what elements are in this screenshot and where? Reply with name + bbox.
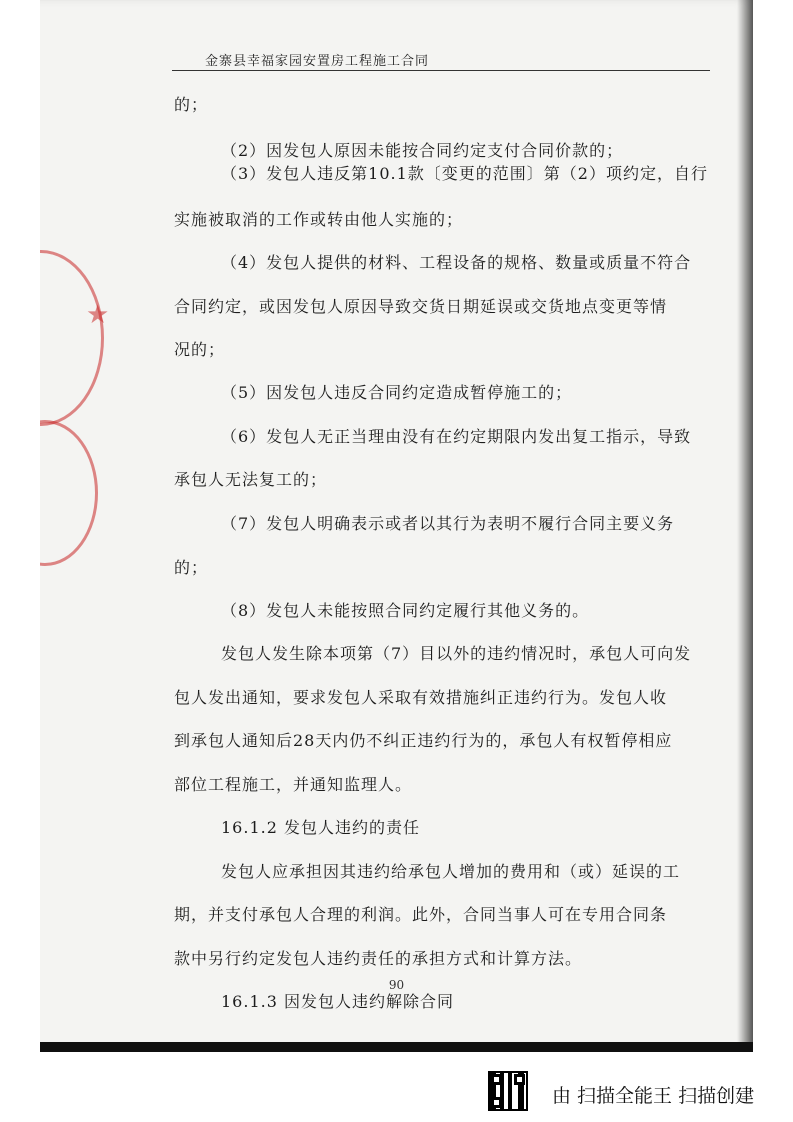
body-line: 部位工程施工，并通知监理人。 [174,775,413,794]
body-line: 到承包人通知后28天内仍不纠正违约行为的，承包人有权暂停相应 [174,731,673,750]
body-line: （6）发包人无正当理由没有在约定期限内发出复工指示，导致 [221,427,692,446]
document-header-title: 金寨县幸福家园安置房工程施工合同 [205,54,430,69]
section-heading: 16.1.2 发包人违约的责任 [221,818,420,837]
body-line: 发包人发生除本项第（7）目以外的违约情况时，承包人可向发 [221,644,692,663]
body-line: 发包人应承担因其违约给承包人增加的费用和（或）延误的工 [221,862,681,881]
body-line: （4）发包人提供的材料、工程设备的规格、数量或质量不符合 [221,253,692,272]
body-line: 款中另行约定发包人违约责任的承担方式和计算方法。 [174,949,583,968]
page-bottom-edge [40,1042,753,1052]
header-divider [172,70,710,71]
body-line: 的； [174,95,209,114]
seal-star-icon: ★ [86,300,110,330]
body-line: 包人发出通知，要求发包人采取有效措施纠正违约行为。发包人收 [174,688,668,707]
body-line: （2）因发包人原因未能按合同约定支付合同价款的； [221,141,624,160]
section-heading: 16.1.3 因发包人违约解除合同 [221,992,454,1011]
body-line: 合同约定，或因发包人原因导致交货日期延误或交货地点变更等情 [174,297,668,316]
body-line: （7）发包人明确表示或者以其行为表明不履行合同主要义务 [221,514,675,533]
body-line: 实施被取消的工作或转由他人实施的； [174,210,464,229]
page-edge-shadow [737,0,753,1052]
body-line: （8）发包人未能按照合同约定履行其他义务的。 [221,601,590,620]
body-line: 承包人无法复工的； [174,470,328,489]
scanner-watermark: 由 扫描全能王 扫描创建 [552,1085,755,1107]
body-line: 况的； [174,340,226,359]
page-number: 90 [388,978,405,992]
red-seal-upper [40,250,104,426]
body-line: （3）发包人违反第10.1款〔变更的范围〕第（2）项约定，自行 [221,164,708,183]
body-line: 期，并支付承包人合理的利润。此外，合同当事人可在专用合同条 [174,905,668,924]
body-line: （5）因发包人违反合同约定造成暂停施工的； [221,383,573,402]
red-seal-lower [40,420,98,566]
body-line: 的； [174,558,209,577]
qr-code-icon [488,1071,528,1111]
